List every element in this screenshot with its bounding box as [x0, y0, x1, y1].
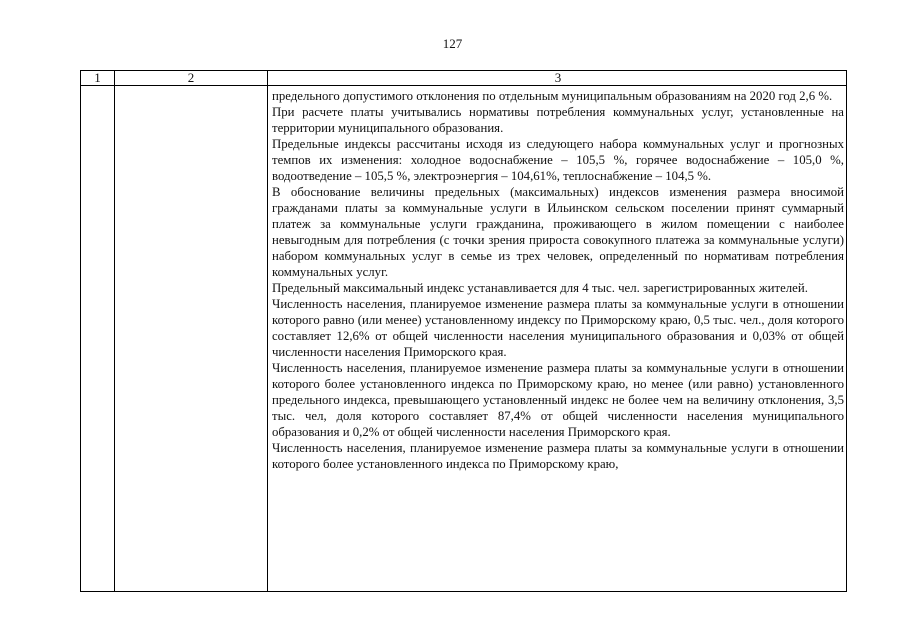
paragraph: Численность населения, планируемое изменение размера платы за коммунальные услуги в отношении которого более установленного индекса по Приморскому краю, но менее (или равно) установленного предельного индекса, превышающего установленный индекс не более чем на величину отклонения, 3,5 тыс. чел, доля которого составляет 87,4% от общей численности населения муниципального образования и 0,2% от общей численности населения Приморского края.: [272, 361, 844, 439]
document-table: [80, 70, 847, 592]
paragraph: При расчете платы учитывались нормативы потребления коммунальных услуг, установленные на территории муниципального образования.: [272, 105, 844, 135]
table-header-row: [81, 71, 846, 86]
paragraph: Численность населения, планируемое изменение размера платы за коммунальные услуги в отношении которого равно (или менее) установленному индексу по Приморскому краю, 0,5 тыс. чел., доля которого составляет 12,6% от общей численности населения муниципального образования и 0,03% от общей численности населения Приморского края.: [272, 297, 844, 359]
column-divider: [267, 71, 268, 591]
paragraph: В обоснование величины предельных (максимальных) индексов изменения размера вносимой гражданами платы за коммунальные услуги в Ильинском сельском поселении принят суммарный платеж за коммунальные услуги гражданина, проживающего в жилом помещении с наиболее невыгодным для потребления (с точки зрения прироста совокупного платежа за коммунальные услуги) набором коммунальных услуг в семье из трех человек, определенный по нормативам потребления коммунальных услуг.: [272, 185, 844, 279]
page-number: 127: [442, 36, 463, 51]
paragraph: Предельный максимальный индекс устанавливается для 4 тыс. чел. зарегистрированных жителей.: [272, 281, 808, 295]
table-cell-column-3: [272, 88, 844, 472]
column-divider: [114, 71, 115, 591]
paragraph: предельного допустимого отклонения по отдельным муниципальным образованиям на 2020 год 2,6 %.: [272, 89, 833, 103]
paragraph: Предельные индексы рассчитаны исходя из следующего набора коммунальных услуг и прогнозных темпов их изменения: холодное водоснабжение – 105,5 %, горячее водоснабжение – 105,0 %, водоотведение – 105,5 %, электроэнергия – 104,61%, теплоснабжение – 104,5 %.: [272, 137, 844, 183]
column-header-1: 1: [94, 70, 101, 85]
column-header-3: 3: [554, 70, 562, 85]
column-header-2: 2: [187, 70, 195, 85]
paragraph: Численность населения, планируемое изменение размера платы за коммунальные услуги в отношении которого более установленного индекса по Приморскому краю,: [272, 441, 844, 471]
